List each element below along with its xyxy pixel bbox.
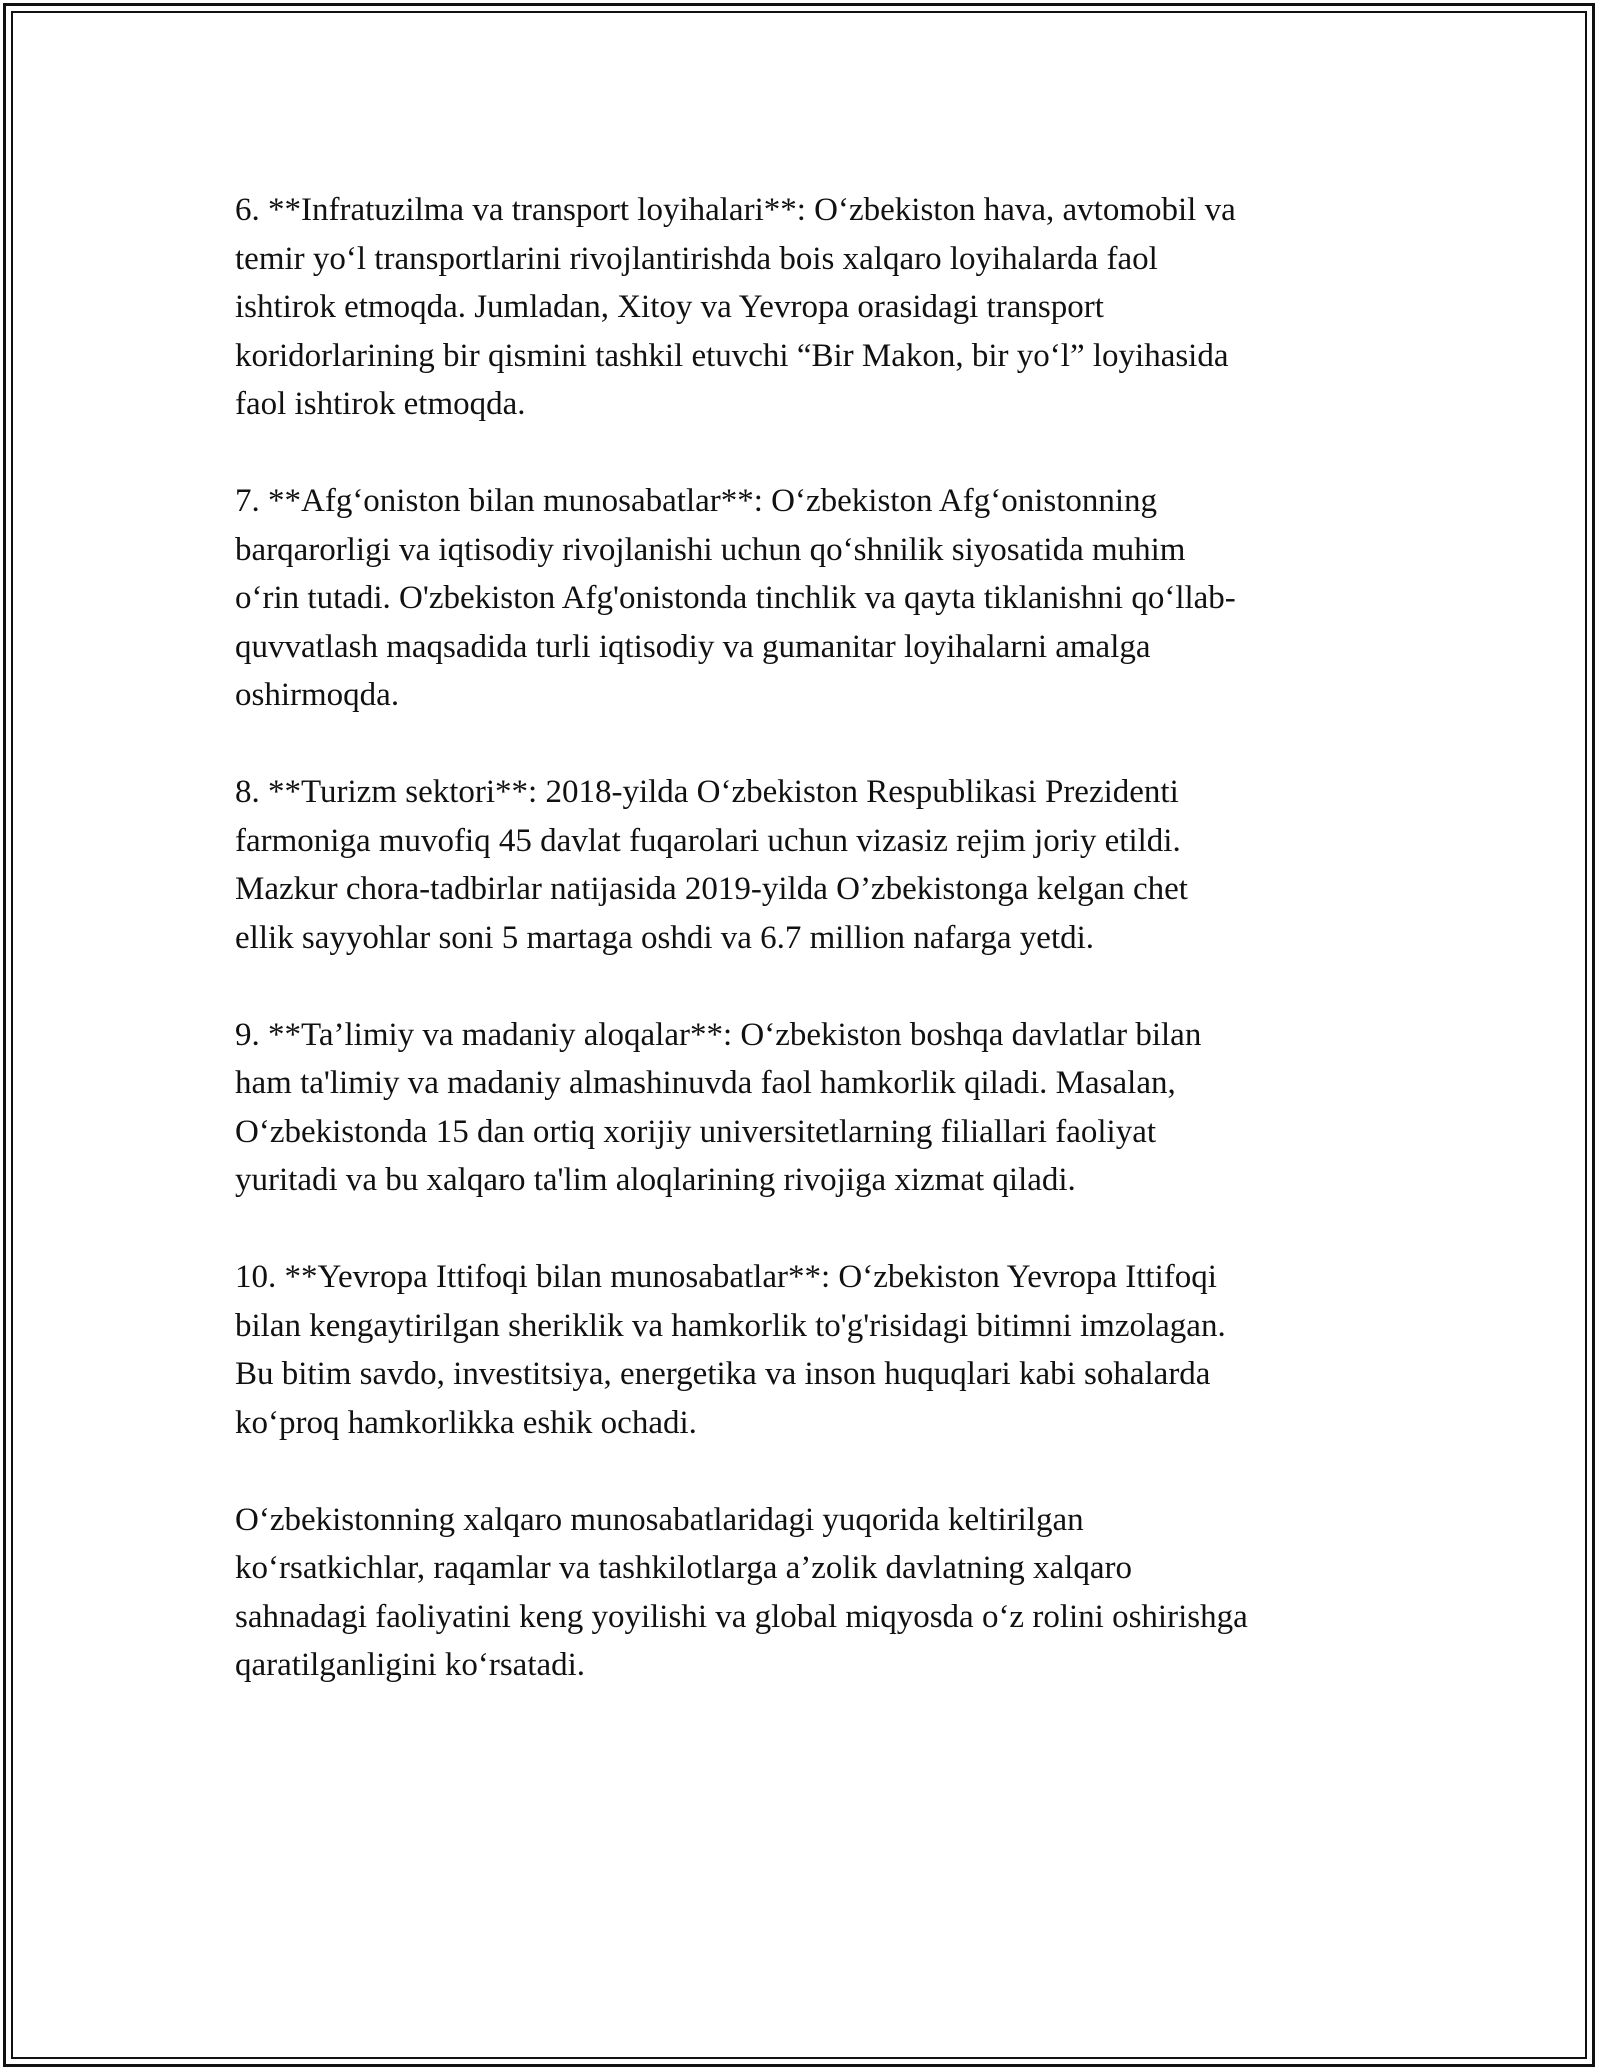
text-line: ko‘rsatkichlar, raqamlar va tashkilotlarga a’zolik davlatning xalqaro	[235, 1550, 1132, 1586]
paragraph-afghanistan	[235, 477, 1365, 720]
text-line: ko‘proq hamkorlikka eshik ochadi.	[235, 1404, 697, 1441]
text-line: bilan kengaytirilgan sheriklik va hamkorlik to'g'risidagi bitimni imzolagan.	[235, 1307, 1226, 1344]
text-line: O‘zbekistonning xalqaro munosabatlaridagi yuqorida keltirilgan	[235, 1501, 1084, 1538]
text-line: Bu bitim savdo, investitsiya, energetika va inson huquqlari kabi sohalarda	[235, 1356, 1211, 1392]
document-body	[235, 186, 1365, 1690]
paragraph-education-culture	[235, 1011, 1365, 1205]
text-line: yuritadi va bu xalqaro ta'lim aloqlarining rivojiga xizmat qiladi.	[235, 1162, 1076, 1198]
paragraph-spacer	[235, 962, 1365, 1011]
text-line: O‘zbekistonda 15 dan ortiq xorijiy universitetlarning filiallari faoliyat	[235, 1113, 1157, 1150]
text-line: 7. **Afg‘oniston bilan munosabatlar**: O‘zbekiston Afg‘onistonning	[235, 483, 1158, 519]
text-line: Mazkur chora-tadbirlar natijasida 2019-yilda O’zbekistonga kelgan chet	[235, 871, 1188, 907]
paragraph-spacer	[235, 720, 1365, 769]
text-line: quvvatlash maqsadida turli iqtisodiy va gumanitar loyihalarni amalga	[235, 628, 1151, 665]
text-line: sahnadagi faoliyatini keng yoyilishi va global miqyosda o‘z rolini oshirishga	[235, 1598, 1248, 1635]
text-line: oshirmoqda.	[235, 677, 400, 713]
paragraph-conclusion	[235, 1496, 1365, 1690]
text-line: ishtirok etmoqda. Jumladan, Xitoy va Yevropa orasidagi transport	[235, 289, 1104, 325]
text-line: 8. **Turizm sektori**: 2018-yilda O‘zbekiston Respublikasi Prezidenti	[235, 774, 1179, 810]
paragraph-spacer	[235, 1205, 1365, 1254]
paragraph-infrastructure	[235, 186, 1365, 429]
paragraph-spacer	[235, 429, 1365, 478]
paragraph-european-union	[235, 1253, 1365, 1447]
text-line: qaratilganligini ko‘rsatadi.	[235, 1647, 586, 1683]
text-line: koridorlarining bir qismini tashkil etuvchi “Bir Makon, bir yo‘l” loyihasida	[235, 337, 1229, 374]
text-line: faol ishtirok etmoqda.	[235, 386, 526, 422]
paragraph-spacer	[235, 1447, 1365, 1496]
text-line: ellik sayyohlar soni 5 martaga oshdi va 6.7 million nafarga yetdi.	[235, 919, 1095, 956]
text-line: 10. **Yevropa Ittifoqi bilan munosabatlar**: O‘zbekiston Yevropa Ittifoqi	[235, 1259, 1217, 1295]
text-line: 9. **Ta’limiy va madaniy aloqalar**: O‘zbekiston boshqa davlatlar bilan	[235, 1016, 1202, 1053]
paragraph-tourism	[235, 768, 1365, 962]
text-line: o‘rin tutadi. O'zbekiston Afg'onistonda tinchlik va qayta tiklanishni qo‘llab-	[235, 580, 1236, 616]
text-line: barqarorligi va iqtisodiy rivojlanishi uchun qo‘shnilik siyosatida muhim	[235, 531, 1186, 568]
text-line: 6. **Infratuzilma va transport loyihalari**: O‘zbekiston hava, avtomobil va	[235, 192, 1236, 228]
text-line: ham ta'limiy va madaniy almashinuvda faol hamkorlik qiladi. Masalan,	[235, 1065, 1176, 1101]
text-line: farmoniga muvofiq 45 davlat fuqarolari uchun vizasiz rejim joriy etildi.	[235, 822, 1181, 859]
text-line: temir yo‘l transportlarini rivojlantirishda bois xalqaro loyihalarda faol	[235, 240, 1158, 277]
